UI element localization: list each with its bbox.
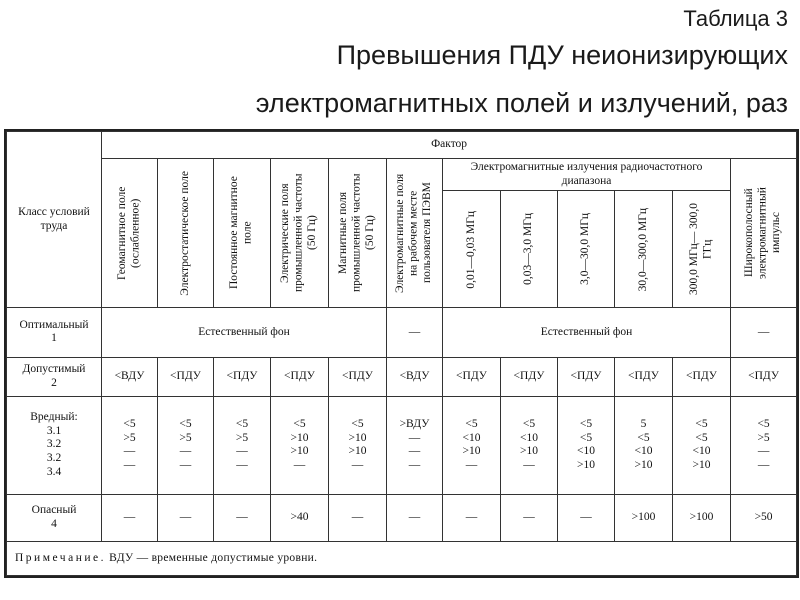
table-cell: <5 <10 >10 — (501, 396, 558, 494)
optimal-natural-bg-1: Естественный фон (102, 308, 387, 357)
table-cell: <5 >10 >10 — (271, 396, 329, 494)
table-cell: <5 >5 — — (731, 396, 797, 494)
factor-electric-50hz: Электрические поля промышленной частоты (50 Гц) (271, 158, 329, 308)
table-cell: — (387, 494, 443, 541)
rf-header: Электромагнитные излучения радиочастотного диапазона (443, 158, 731, 191)
rf-range-4: 30,0—300,0 МГц (615, 191, 673, 308)
table-cell: <ПДУ (731, 357, 797, 396)
optimal-natural-bg-2: Естественный фон (443, 308, 731, 357)
rf-range-5: 300,0 МГц— 300,0 ГГц (673, 191, 731, 308)
table-cell: >100 (615, 494, 673, 541)
table-cell: <ПДУ (329, 357, 387, 396)
table-cell: — (329, 494, 387, 541)
table-cell: >40 (271, 494, 329, 541)
table-cell: <ВДУ (387, 357, 443, 396)
table-cell: <ПДУ (158, 357, 214, 396)
header-row-2 (7, 158, 797, 191)
exceedance-table (6, 131, 797, 576)
table-cell: — (102, 494, 158, 541)
row-label-optimal: Оптимальный 1 (7, 308, 102, 357)
table-cell: <5 <5 <10 >10 (673, 396, 731, 494)
table-cell: <ПДУ (271, 357, 329, 396)
table-cell: — (158, 494, 214, 541)
table-cell: <ВДУ (102, 357, 158, 396)
table-cell: <ПДУ (214, 357, 271, 396)
row-dangerous (7, 494, 797, 541)
row-note (7, 542, 797, 576)
table-cell: <ПДУ (673, 357, 731, 396)
factor-geomagnetic: Геомагнитное поле (ослабленное) (102, 158, 158, 308)
class-header: Класс условий труда (7, 132, 102, 308)
row-allowed (7, 357, 797, 396)
rf-range-1: 0,01—0,03 МГц (443, 191, 501, 308)
rf-range-2: 0,03—3,0 МГц (501, 191, 558, 308)
table-cell: 5 <5 <10 >10 (615, 396, 673, 494)
row-label-allowed: Допустимый 2 (7, 357, 102, 396)
table-cell: >ВДУ — — — (387, 396, 443, 494)
table-title-line2: электромагнитных полей и излучений, раз (255, 88, 788, 118)
factor-wideband-pulse: Широкополосный электромагнитный импульс (731, 158, 797, 308)
factor-electrostatic: Электростатическое поле (158, 158, 214, 308)
row-label-harmful: Вредный: 3.1 3.2 3.2 3.4 (7, 396, 102, 494)
table-cell: — (443, 494, 501, 541)
note-text: ВДУ — временные допустимые уровни. (109, 551, 318, 564)
table-cell: >100 (673, 494, 731, 541)
table-cell: <5 >10 >10 — (329, 396, 387, 494)
table-cell: <5 <5 <10 >10 (558, 396, 615, 494)
table-cell: — (558, 494, 615, 541)
table-label: Таблица 3 (683, 6, 788, 31)
table-cell: <5 <10 >10 — (443, 396, 501, 494)
factor-header: Фактор (102, 132, 797, 159)
note-label: Примечание. (15, 551, 106, 564)
factor-magnetic-50hz: Магнитные поля промышленной частоты (50 Гц) (329, 158, 387, 308)
row-optimal (7, 308, 797, 357)
table-cell: <ПДУ (615, 357, 673, 396)
table-title-line1: Превышения ПДУ неионизирующих (336, 40, 788, 70)
table-cell: <ПДУ (443, 357, 501, 396)
factor-constant-magnetic: Постоянное магнитное поле (214, 158, 271, 308)
table-cell: — (501, 494, 558, 541)
table-cell: <ПДУ (501, 357, 558, 396)
table-cell: <5 >5 — — (214, 396, 271, 494)
table-note (7, 542, 797, 576)
table-cell: — (214, 494, 271, 541)
row-harmful (7, 396, 797, 494)
row-label-dangerous: Опасный 4 (7, 494, 102, 541)
table-cell: >50 (731, 494, 797, 541)
factor-pevm: Электромагнитные поля на рабочем месте пользователя ПЭВМ (387, 158, 443, 308)
header-row-1 (7, 132, 797, 159)
rf-range-3: 3,0—30,0 МГц (558, 191, 615, 308)
table-cell: <5 >5 — — (102, 396, 158, 494)
table-cell: <5 >5 — — (158, 396, 214, 494)
optimal-wideband: — (731, 308, 797, 357)
table-cell: <ПДУ (558, 357, 615, 396)
optimal-pevm: — (387, 308, 443, 357)
